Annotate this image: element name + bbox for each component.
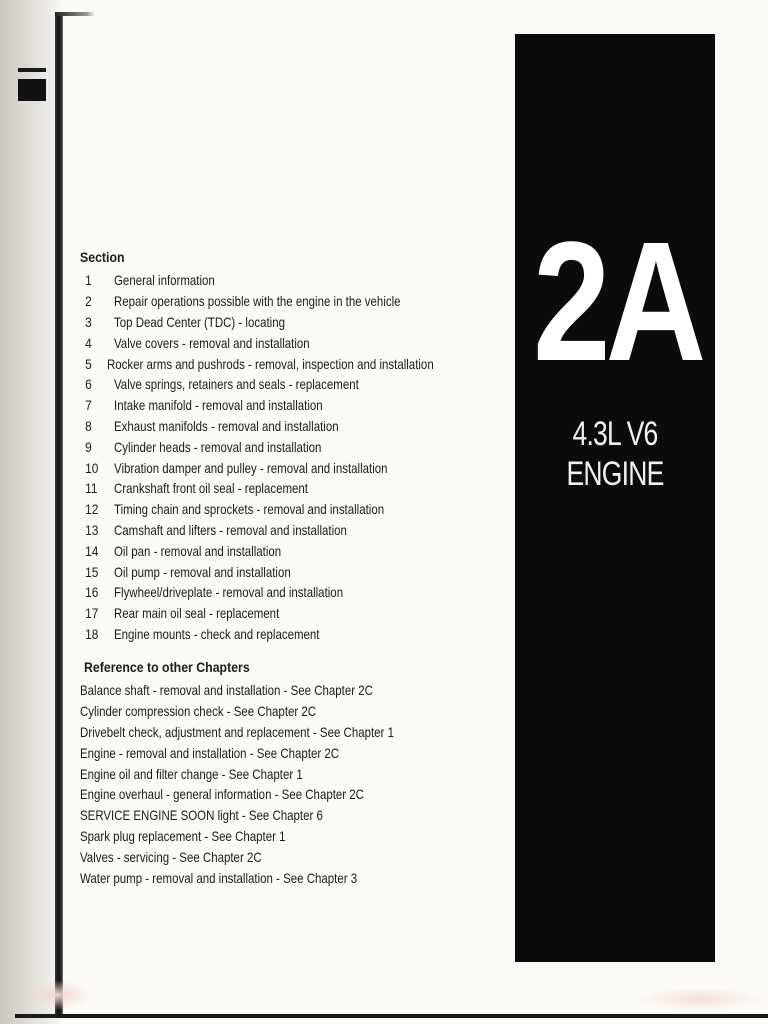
page-smudge	[640, 988, 760, 1010]
section-number: 8	[85, 417, 92, 434]
section-number: 7	[85, 397, 92, 414]
section-title: Intake manifold - removal and installation	[114, 397, 323, 414]
section-number: 4	[85, 334, 92, 351]
reference-item: Drivebelt check, adjustment and replacement - See Chapter 1	[80, 723, 394, 740]
section-title: Repair operations possible with the engine in the vehicle	[114, 293, 401, 310]
reference-item: SERVICE ENGINE SOON light - See Chapter 6	[80, 807, 323, 824]
section-item	[80, 540, 505, 561]
section-item	[80, 624, 505, 645]
section-title: Valve covers - removal and installation	[114, 334, 310, 351]
section-item	[80, 416, 505, 437]
section-item	[80, 332, 505, 353]
reference-item: Engine overhaul - general information - See Chapter 2C	[80, 786, 364, 803]
section-number: 10	[85, 459, 99, 476]
reference-item: Engine - removal and installation - See Chapter 2C	[80, 744, 340, 761]
section-number: 6	[85, 376, 92, 393]
section-number: 13	[85, 521, 99, 538]
reference-list	[80, 680, 505, 888]
section-title: Rocker arms and pushrods - removal, inspection and installation	[106, 355, 434, 372]
section-number: 16	[85, 584, 99, 601]
section-item	[80, 561, 505, 582]
reference-item: Balance shaft - removal and installation - See Chapter 2C	[80, 682, 373, 699]
section-title: Flywheel/driveplate - removal and installation	[114, 584, 344, 601]
facing-page-tab-bar	[18, 68, 46, 72]
section-item	[80, 291, 505, 312]
section-number: 9	[85, 438, 92, 455]
section-item	[80, 457, 505, 478]
section-number: 3	[85, 313, 92, 330]
section-title: Oil pump - removal and installation	[114, 563, 291, 580]
section-item	[80, 374, 505, 395]
section-title: Vibration damper and pulley - removal and installation	[114, 459, 388, 476]
section-number: 12	[85, 501, 99, 518]
section-number: 1	[85, 272, 92, 289]
section-title: Oil pan - removal and installation	[114, 542, 282, 559]
section-title: Timing chain and sprockets - removal and installation	[114, 501, 385, 518]
reference-item: Valves - servicing - See Chapter 2C	[80, 848, 262, 865]
section-item	[80, 353, 505, 374]
section-title: General information	[114, 272, 215, 289]
page-bottom-edge	[15, 1014, 768, 1018]
section-number: 2	[85, 293, 92, 310]
section-item	[80, 582, 505, 603]
section-item	[80, 270, 505, 291]
section-title: Valve springs, retainers and seals - replacement	[114, 376, 359, 393]
section-number: 5	[85, 355, 92, 372]
reference-item: Water pump - removal and installation - See Chapter 3	[80, 869, 358, 886]
section-list	[80, 270, 505, 644]
book-gutter-shadow	[0, 0, 60, 1024]
section-item	[80, 499, 505, 520]
section-item	[80, 603, 505, 624]
reference-item: Spark plug replacement - See Chapter 1	[80, 827, 286, 844]
section-item	[80, 395, 505, 416]
section-title: Camshaft and lifters - removal and installation	[114, 521, 347, 538]
section-item	[80, 436, 505, 457]
chapter-contents	[80, 244, 505, 888]
section-heading: Section	[80, 249, 125, 265]
section-number: 17	[85, 605, 99, 622]
reference-item: Engine oil and filter change - See Chapter 1	[80, 765, 303, 782]
chapter-title: 4.3L V6 ENGINE	[566, 415, 664, 493]
page-smudge	[22, 980, 92, 1010]
reference-item: Cylinder compression check - See Chapter 2C	[80, 703, 317, 720]
facing-page-tab-block	[18, 79, 46, 101]
section-title: Cylinder heads - removal and installation	[114, 438, 322, 455]
section-title: Engine mounts - check and replacement	[114, 625, 320, 642]
section-number: 15	[85, 563, 99, 580]
section-item	[80, 478, 505, 499]
section-number: 11	[85, 480, 98, 497]
book-spine	[55, 14, 63, 1016]
reference-heading: Reference to other Chapters	[84, 659, 250, 676]
chapter-number: 2A	[533, 207, 702, 397]
section-number: 18	[85, 625, 99, 642]
section-item	[80, 312, 505, 333]
section-number: 14	[85, 542, 99, 559]
section-item	[80, 520, 505, 541]
section-title: Crankshaft front oil seal - replacement	[114, 480, 308, 497]
chapter-panel	[515, 34, 715, 962]
section-title: Exhaust manifolds - removal and installation	[114, 417, 339, 434]
section-title: Rear main oil seal - replacement	[114, 605, 280, 622]
section-title: Top Dead Center (TDC) - locating	[114, 313, 285, 330]
spine-top-edge	[55, 12, 95, 16]
